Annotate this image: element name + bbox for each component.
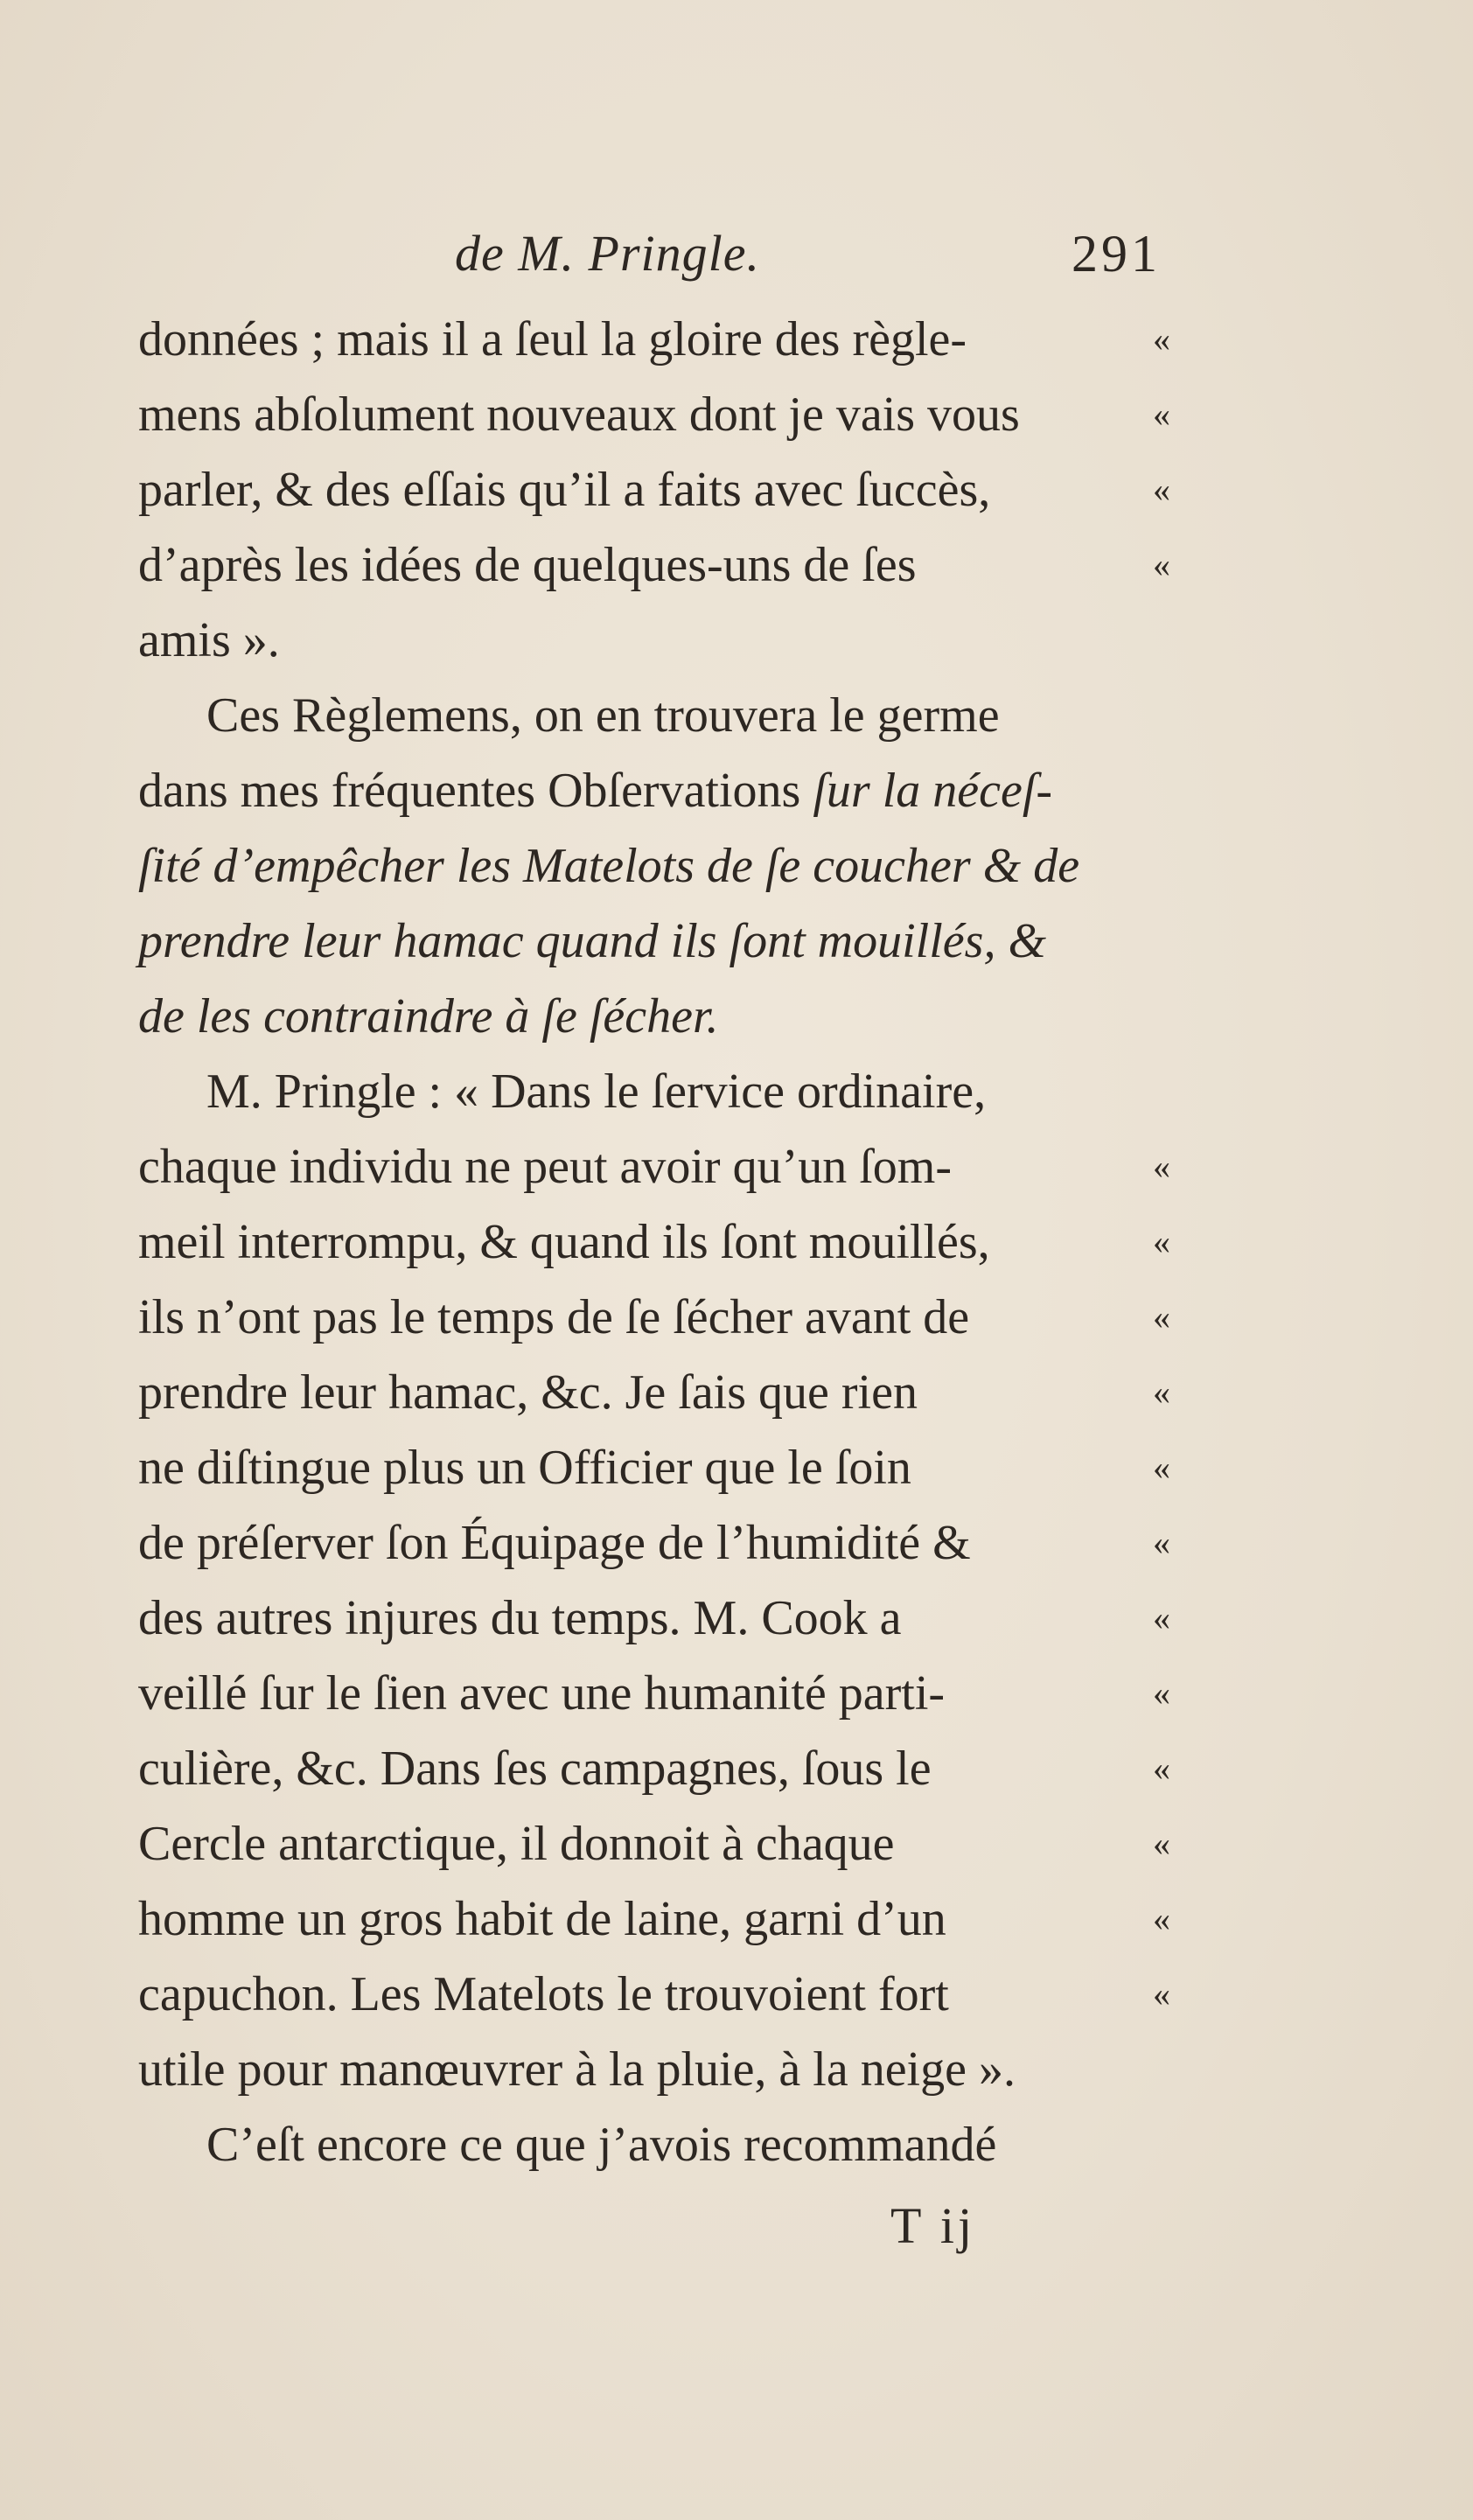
- line-text: Ces Règlemens, on en trouvera le germe: [206, 688, 1000, 743]
- text-line: [138, 979, 1188, 1054]
- guillemet-mark: «: [1153, 1372, 1169, 1412]
- text-line: [138, 1355, 1188, 1430]
- line-text: parler, & des eſſais qu’il a faits avec ſuccès,: [138, 463, 991, 517]
- line-text-italic: de les contraindre à ſe ſécher.: [138, 989, 719, 1044]
- text-line: [138, 302, 1188, 377]
- guillemet-mark: «: [1153, 1598, 1169, 1637]
- running-title: de M. Pringle.: [455, 225, 761, 282]
- text-line: [138, 1204, 1188, 1280]
- line-text: veillé ſur le ſien avec une humanité parti-: [138, 1666, 946, 1721]
- line-text: culière, &c. Dans ſes campagnes, ſous le: [138, 1742, 932, 1796]
- line-text: [138, 753, 1052, 828]
- guillemet-mark: «: [1153, 545, 1169, 584]
- line-text: mens abſolument nouveaux dont je vais vous: [138, 387, 1020, 442]
- line-text: amis ».: [138, 613, 280, 667]
- text-line: [138, 1881, 1188, 1957]
- body-text: [138, 302, 1188, 2182]
- text-line: [138, 603, 1188, 678]
- line-text: chaque individu ne peut avoir qu’un ſom-: [138, 1140, 952, 1194]
- guillemet-mark: «: [1153, 1297, 1169, 1337]
- text-line: [138, 1806, 1188, 1881]
- guillemet-mark: «: [1153, 1222, 1169, 1261]
- line-text: meil interrompu, & quand ils ſont mouillés,: [138, 1215, 990, 1269]
- guillemet-mark: «: [1153, 1824, 1169, 1863]
- text-line: [138, 377, 1188, 452]
- line-text-italic: ſur la néceſ-: [813, 764, 1053, 818]
- page-number: 291: [1072, 225, 1161, 283]
- line-text: homme un gros habit de laine, garni d’un: [138, 1892, 946, 1946]
- text-line: [138, 1731, 1188, 1806]
- line-text: Cercle antarctique, il donnoit à chaque: [138, 1817, 895, 1871]
- text-line: [138, 1581, 1188, 1656]
- line-text-italic: ſité d’empêcher les Matelots de ſe coucher & de: [138, 839, 1080, 893]
- guillemet-mark: «: [1153, 1147, 1169, 1186]
- line-text: des autres injures du temps. M. Cook a: [138, 1591, 902, 1645]
- line-text: prendre leur hamac, &c. Je ſais que rien: [138, 1365, 918, 1420]
- text-line: [138, 1129, 1188, 1204]
- paragraph-start-line: [138, 2107, 1188, 2182]
- paragraph-start-line: [138, 1054, 1188, 1129]
- text-line: [138, 1957, 1188, 2032]
- text-line: [138, 1280, 1188, 1355]
- guillemet-mark: «: [1153, 1899, 1169, 1938]
- line-text: C’eſt encore ce que j’avois recommandé: [206, 2118, 997, 2172]
- text-line: [138, 2032, 1188, 2107]
- text-line: [138, 452, 1188, 527]
- text-line: [138, 1505, 1188, 1581]
- guillemet-mark: «: [1153, 394, 1169, 434]
- running-head: [455, 219, 1207, 289]
- line-text: de préſerver ſon Équipage de l’humidité &: [138, 1516, 971, 1570]
- line-text: utile pour manœuvrer à la pluie, à la neige ».: [138, 2042, 1016, 2097]
- guillemet-mark: «: [1153, 1974, 1169, 2014]
- guillemet-mark: «: [1153, 470, 1169, 509]
- text-line: [138, 1656, 1188, 1731]
- line-text: M. Pringle : « Dans le ſervice ordinaire,: [206, 1065, 987, 1119]
- line-text: ne diſtingue plus un Officier que le ſoin: [138, 1441, 911, 1495]
- line-text-roman: dans mes fréquentes Obſervations: [138, 764, 813, 818]
- line-text: capuchon. Les Matelots le trouvoient fort: [138, 1967, 949, 2021]
- guillemet-mark: «: [1153, 1673, 1169, 1713]
- text-line: [138, 753, 1188, 828]
- text-line: [138, 904, 1188, 979]
- line-text: d’après les idées de quelques-uns de ſes: [138, 538, 917, 592]
- guillemet-mark: «: [1153, 319, 1169, 359]
- text-line: [138, 527, 1188, 603]
- line-text-italic: prendre leur hamac quand ils ſont mouillés, &: [138, 914, 1046, 968]
- signature-mark: T ij: [890, 2197, 976, 2254]
- text-line: [138, 828, 1188, 904]
- guillemet-mark: «: [1153, 1448, 1169, 1487]
- line-text: données ; mais il a ſeul la gloire des règle-: [138, 312, 967, 366]
- text-line: [138, 1430, 1188, 1505]
- line-text: ils n’ont pas le temps de ſe ſécher avant de: [138, 1290, 970, 1344]
- guillemet-mark: «: [1153, 1749, 1169, 1788]
- paragraph-start-line: [138, 678, 1188, 753]
- guillemet-mark: «: [1153, 1523, 1169, 1562]
